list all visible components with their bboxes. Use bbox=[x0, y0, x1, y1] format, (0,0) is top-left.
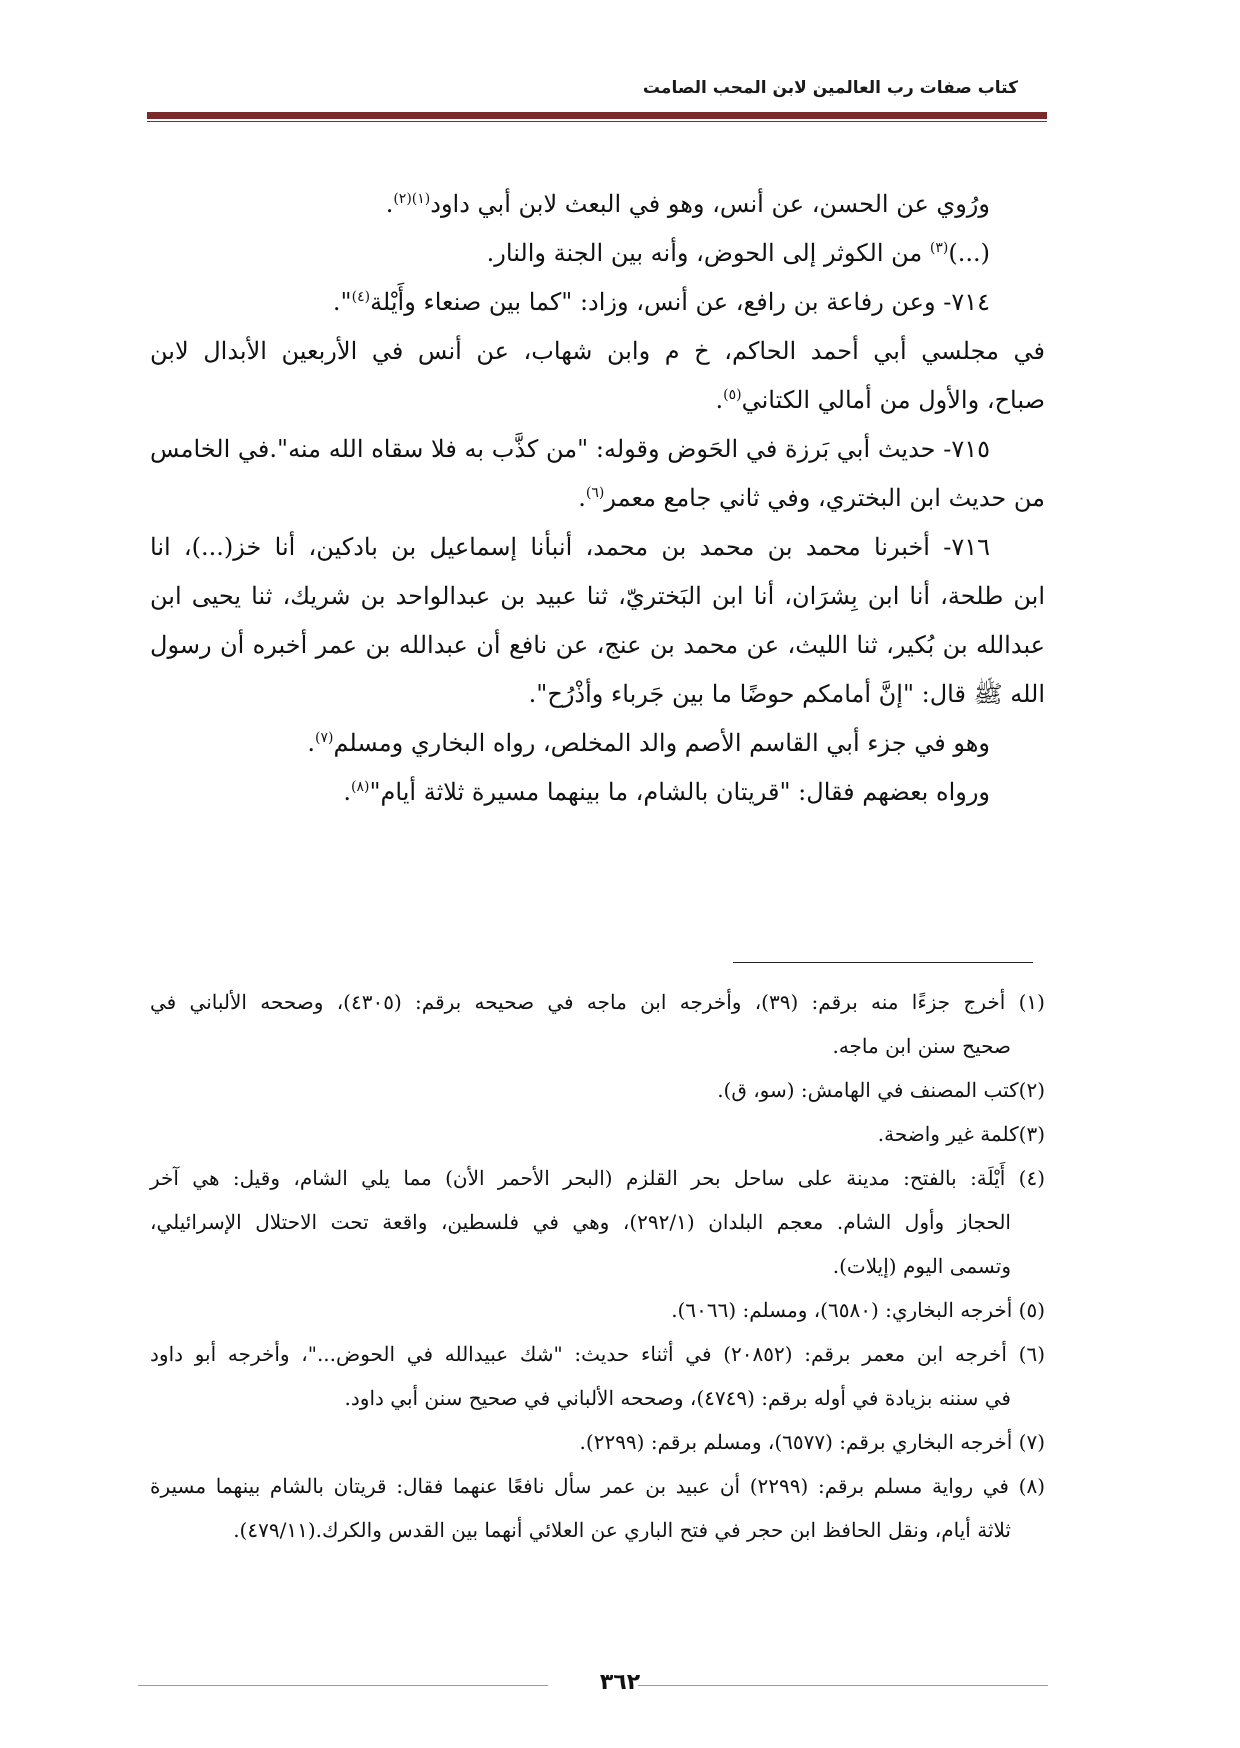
footnote-8: (٨) في رواية مسلم برقم: (٢٢٩٩) أن عبيد بن عمر سأل نافعًا عنهما فقال: قريتان بالشام بينهما مسيرة bbox=[150, 1474, 1045, 1498]
footnotes bbox=[150, 980, 1045, 1552]
footnote-separator bbox=[733, 962, 1033, 963]
book-title: كتاب صفات رب العالمين لابن المحب الصامت bbox=[642, 78, 1018, 98]
text-line: ورواه بعضهم فقال: "قريتان بالشام، ما بينهما مسيرة ثلاثة أيام"$^{(٨)}$. bbox=[343, 778, 990, 806]
header-rule-thin bbox=[147, 121, 1047, 122]
footnote-3: (٣)كلمة غير واضحة. bbox=[877, 1122, 1045, 1146]
hadith-716: ٧١٦- أخبرنا محمد بن محمد بن محمد، أنبأنا إسماعيل بن بادكين، أنا خز(...)، انا bbox=[150, 533, 990, 561]
footnote-7: (٧) أخرجه البخاري برقم: (٦٥٧٧)، ومسلم برقم: (٢٢٩٩). bbox=[579, 1430, 1045, 1454]
footnote-6-cont: في سننه بزيادة في أوله برقم: (٤٧٤٩)، وصححه الألباني في صحيح سنن أبي داود. bbox=[344, 1386, 1011, 1410]
hadith-715: ٧١٥- حديث أبي بَرزة في الحَوض وقوله: "من كذَّب به فلا سقاه الله منه".في الخامس bbox=[150, 435, 990, 463]
text-line: ابن طلحة، أنا ابن بِشرَان، أنا ابن البَختريّ، ثنا عبيد بن عبدالواحد بن شريك، ثنا يحيى ابن bbox=[150, 582, 1045, 610]
footnote-2: (٢)كتب المصنف في الهامش: (سو، ق). bbox=[717, 1078, 1045, 1102]
footnote-4-cont: وتسمى اليوم (إيلات). bbox=[832, 1254, 1011, 1278]
text-line: عبدالله بن بُكير، ثنا الليث، عن محمد بن عنج، عن نافع أن عبدالله بن عمر أخبره أن رسول bbox=[150, 631, 1046, 659]
text-line: في مجلسي أبي أحمد الحاكم، خ م وابن شهاب، عن أنس في الأربعين الأبدال لابن bbox=[150, 337, 1045, 365]
text-line: صباح، والأول من أمالي الكتاني$^{(٥)}$. bbox=[715, 386, 1045, 414]
text-line: وهو في جزء أبي القاسم الأصم والد المخلص، رواه البخاري ومسلم$^{(٧)}$. bbox=[307, 729, 990, 757]
page-number: ٣٦٢ bbox=[599, 1670, 641, 1695]
footnote-5: (٥) أخرجه البخاري: (٦٥٨٠)، ومسلم: (٦٠٦٦). bbox=[671, 1298, 1045, 1322]
text-line: (...)$^{(٣)}$ من الكوثر إلى الحوض، وأنه بين الجنة والنار. bbox=[486, 239, 990, 267]
footnote-4: (٤) أَيْلَة: بالفتح: مدينة على ساحل بحر القلزم (البحر الأحمر الأن) مما يلي الشام، وقيل: هي آخر bbox=[150, 1166, 1045, 1190]
text-line: ورُوي عن الحسن، عن أنس، وهو في البعث لابن أبي داود$^{(١)(٢)}$. bbox=[385, 190, 990, 218]
footnote-6: (٦) أخرجه ابن معمر برقم: (٢٠٨٥٢) في أثناء حديث: "شك عبيدالله في الحوض..."، وأخرجه أبو داود bbox=[150, 1342, 1046, 1366]
footnote-1: (١) أخرج جزءًا منه برقم: (٣٩)، وأخرجه ابن ماجه في صحيحه برقم: (٤٣٠٥)، وصححه الألباني في bbox=[150, 990, 1045, 1014]
footnote-8-cont: ثلاثة أيام، ونقل الحافظ ابن حجر في فتح الباري عن العلائي أنهما بين القدس والكرك.(٤٧٩/١١). bbox=[233, 1518, 1011, 1542]
footnote-4-cont: الحجاز وأول الشام. معجم البلدان (٢٩٢/١)، وهي في فلسطين، واقعة تحت الاحتلال الإسرائيلي، bbox=[150, 1210, 1011, 1234]
footnote-1-cont: صحيح سنن ابن ماجه. bbox=[832, 1034, 1011, 1058]
text-line: من حديث ابن البختري، وفي ثاني جامع معمر$^{(٦)}$. bbox=[578, 484, 1045, 512]
main-text bbox=[150, 180, 1045, 817]
text-line: الله ﷺ قال: "إنَّ أمامكم حوضًا ما بين جَرباء وأذْرُح". bbox=[528, 680, 1045, 708]
header-rule bbox=[147, 112, 1047, 119]
hadith-714: ٧١٤- وعن رفاعة بن رافع، عن أنس، وزاد: "كما بين صنعاء وأَيْلة$^{(٤)}$". bbox=[332, 288, 990, 316]
